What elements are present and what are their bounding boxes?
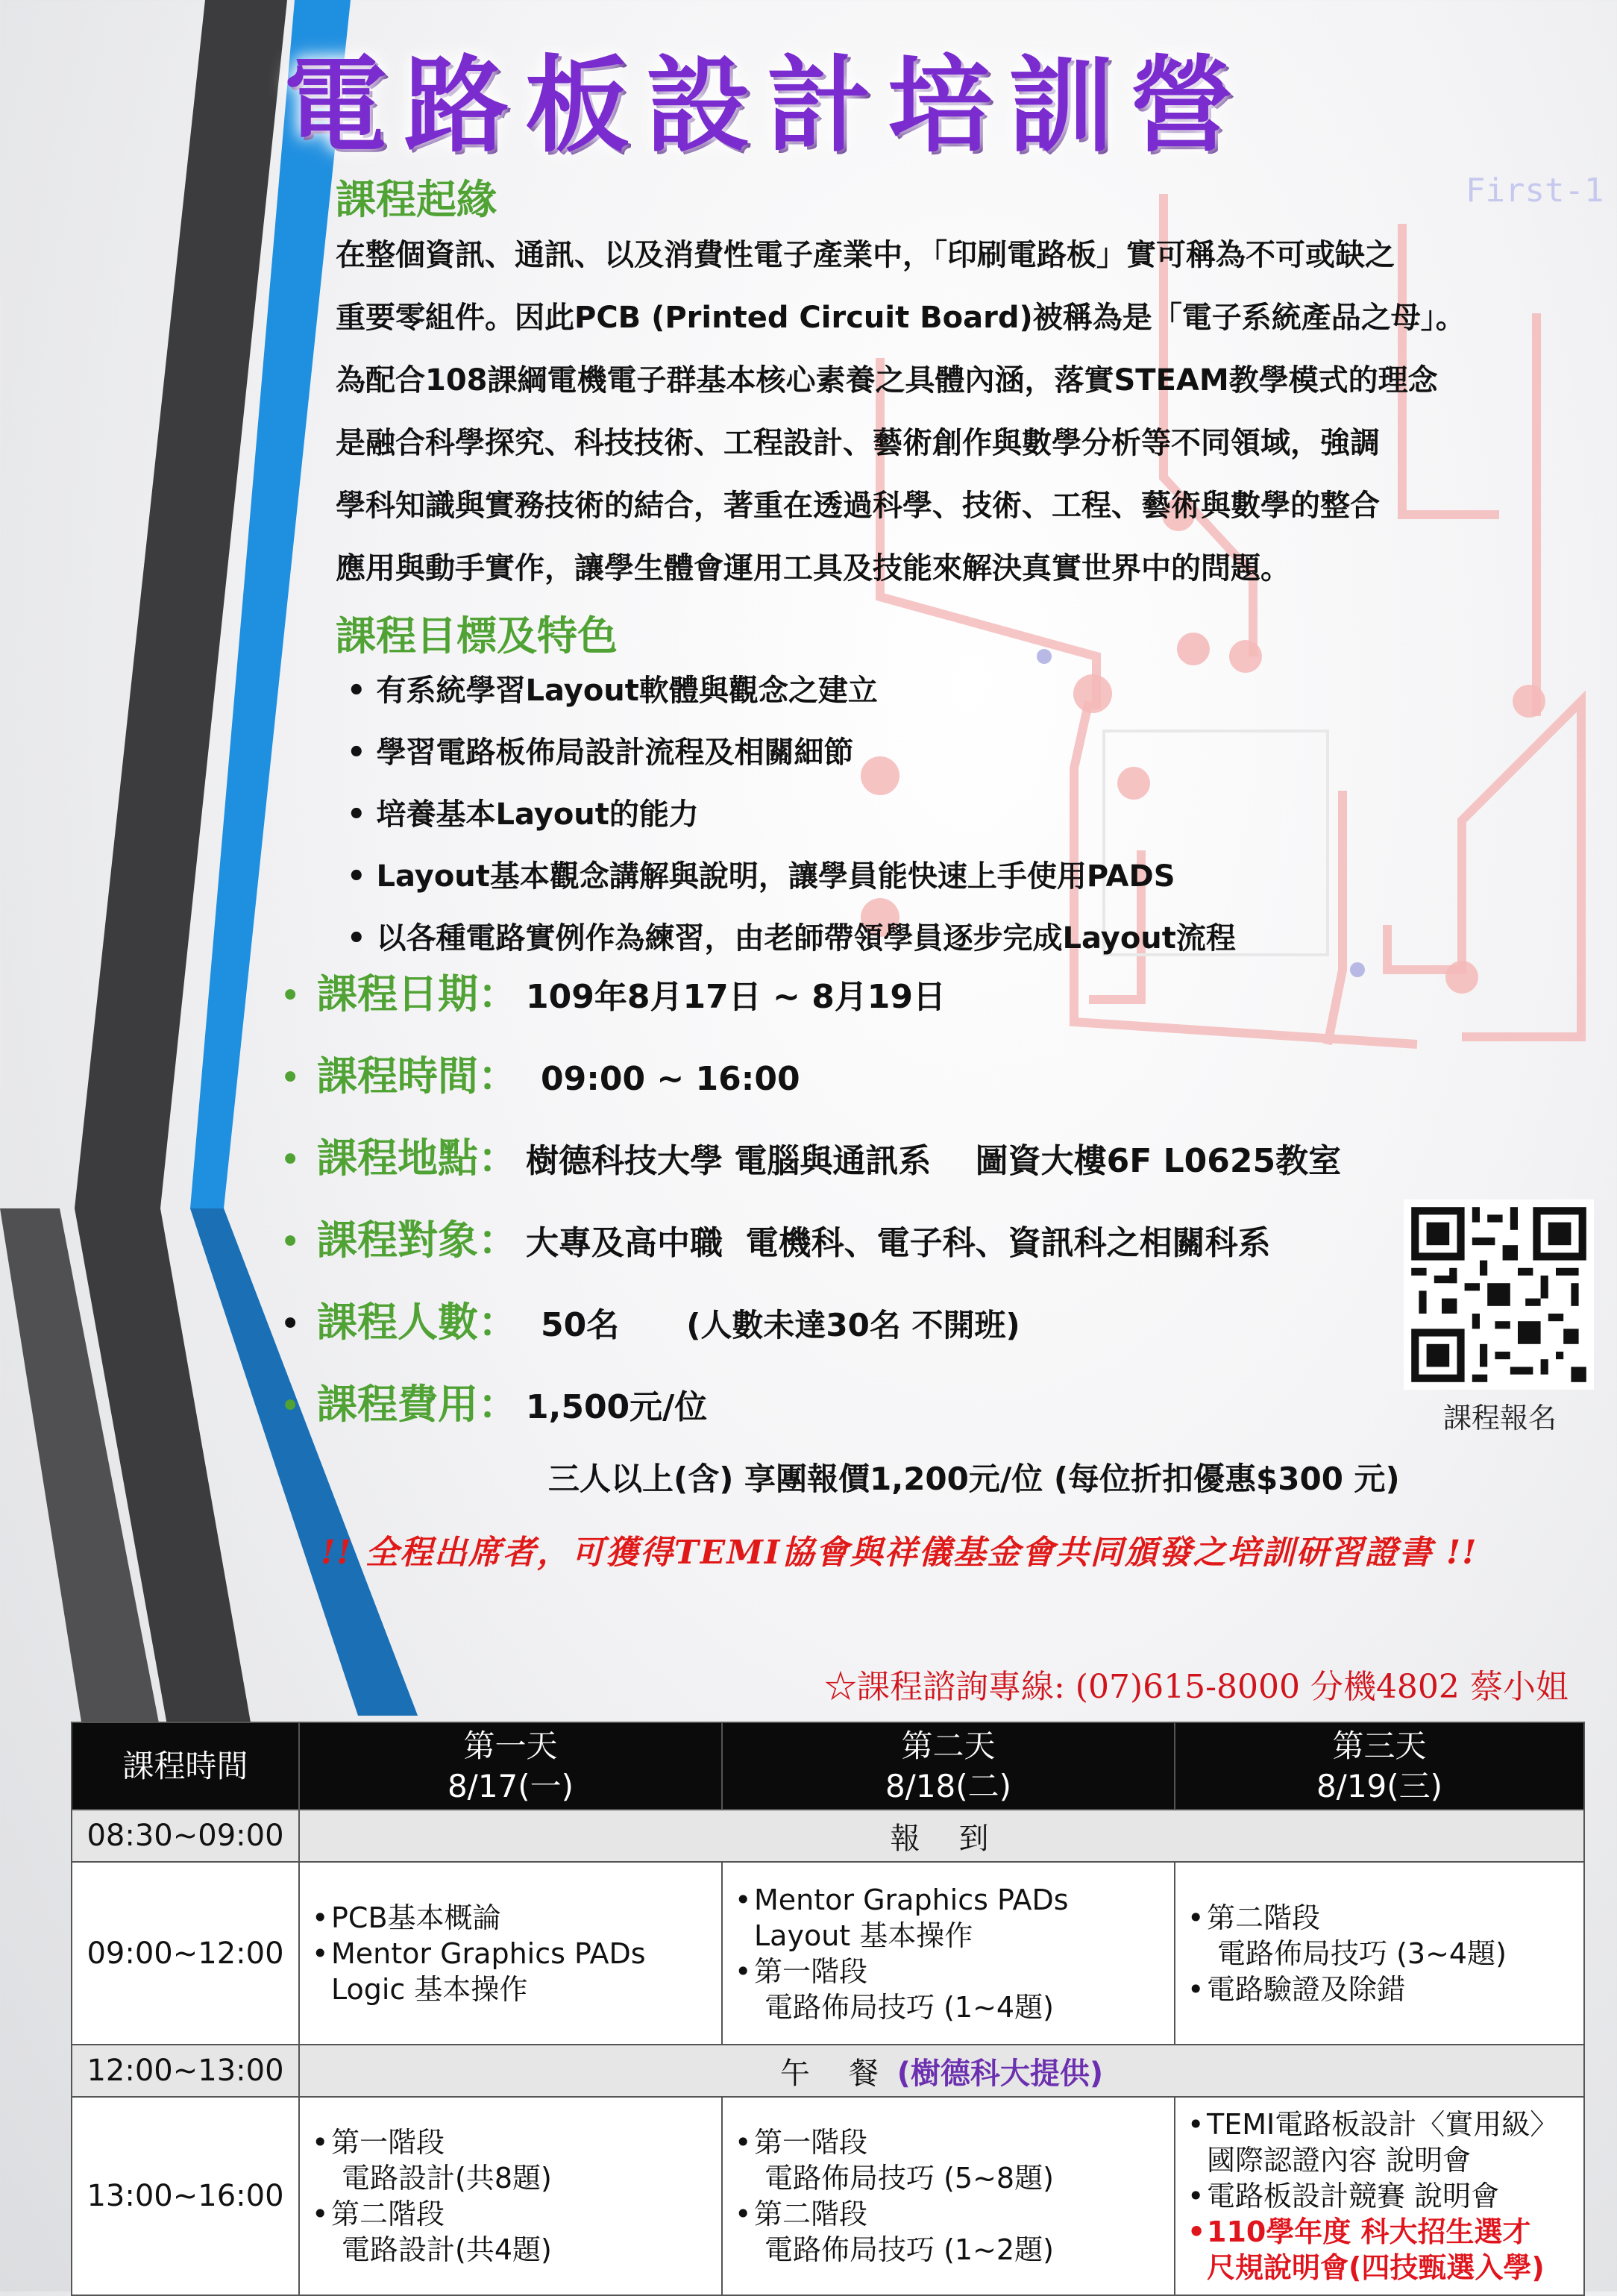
schedule-table [71,1722,1585,2296]
afternoon-day1: • 第一階段 電路設計(共8題) • 第二階段 電路設計(共4題) [299,2097,722,2295]
origin-text [336,224,1589,600]
morning-day1: • PCB基本概論 • Mentor Graphics PADs Logic 基本操作 [299,1862,722,2045]
origin-section [336,168,497,225]
afternoon-day2: • 第一階段 電路佈局技巧 (5~8題) • 第二階段 電路佈局技巧 (1~2題) [722,2097,1175,2295]
goals-heading: 課程目標及特色 [336,612,618,659]
morning-day3: • 第二階段 電路佈局技巧 (3~4題) • 電路驗證及除錯 [1175,1862,1584,2045]
info-count: • 課程人數： 50名 (人數未達30名 不開班) [280,1299,1020,1346]
qr-label: 課程報名 [1443,1402,1557,1434]
watermark: First-1 [1466,172,1604,210]
row-time: 13:00~16:00 [72,2097,299,2295]
info-fee-group: 三人以上(含) 享團報價1,200元/位 (每位折扣優惠$300 元) [548,1461,1400,1497]
header-time: 課程時間 [72,1722,299,1810]
goals-list [347,660,1236,970]
info-time: • 課程時間： 09:00 ~ 16:00 [280,1053,800,1100]
info-target: • 課程對象： 大專及高中職 電機科、電子科、資訊科之相關科系 [280,1217,1271,1264]
info-date: • 課程日期： 109年8月17日 ~ 8月19日 [280,970,946,1017]
origin-heading: 課程起緣 [336,176,497,223]
origin-line: 應用與動手實作，讓學生體會運用工具及技能來解決真實世界中的問題。 [336,551,1290,586]
origin-line: 重要零組件。因此PCB (Printed Circuit Board)被稱為是「電子系統產品之母」。 [336,301,1466,335]
header-day3: 第三天 8/19(三) [1175,1722,1584,1810]
page-title: 電路板設計培訓營 [283,45,1251,167]
header-day2: 第二天 8/18(二) [722,1722,1175,1810]
table-row [72,2097,1584,2295]
schedule-header-row [72,1722,1584,1810]
info-fee: • 課程費用： 1,500元/位 [280,1381,708,1428]
goal-item: • 學習電路板佈局設計流程及相關細節 [347,735,854,770]
origin-line: 是融合科學探究、科技技術、工程設計、藝術創作與數學分析等不同領域，強調 [336,426,1380,460]
qr-code-icon [1404,1199,1594,1390]
row-time: 12:00~13:00 [72,2045,299,2097]
goal-item: • Layout基本觀念講解與說明，讓學員能快速上手使用PADS [347,859,1175,894]
inquiry-hotline: ☆課程諮詢專線: (07)615-8000 分機4802 蔡小姐 [824,1668,1569,1706]
goal-item: • 培養基本Layout的能力 [347,797,699,832]
checkin-cell: 報 到 [299,1810,1584,1862]
afternoon-day3: • TEMI電路板設計〈實用級〉 國際認證內容 說明會 • 電路板設計競賽 說明會 • 110學年度 科大招生選才 尺規說明會(四技甄選入學) [1175,2097,1584,2295]
goal-item: • 以各種電路實例作為練習，由老師帶領學員逐步完成Layout流程 [347,921,1236,956]
certificate-notice: !! 全程出席者，可獲得TEMI協會與祥儀基金會共同頒發之培訓研習證書 !! [321,1534,1478,1572]
morning-day2: • Mentor Graphics PADs Layout 基本操作 • 第一階段 電路佈局技巧 (1~4題) [722,1862,1175,2045]
table-row [72,1862,1584,2045]
origin-line: 在整個資訊、通訊、以及消費性電子產業中，「印刷電路板」實可稱為不可或缺之 [336,238,1395,272]
table-row [72,2045,1584,2097]
registration-qr-code[interactable] [1404,1199,1594,1390]
info-place: • 課程地點： 樹德科技大學 電腦與通訊系 圖資大樓6F L0625教室 [280,1135,1342,1182]
header-day1: 第一天 8/17(一) [299,1722,722,1810]
goals-section [336,604,618,662]
table-row [72,1810,1584,1862]
origin-line: 學科知識與實務技術的結合，著重在透過科學、技術、工程、藝術與數學的整合 [336,489,1380,523]
row-time: 09:00~12:00 [72,1862,299,2045]
origin-line: 為配合108課綱電機電子群基本核心素養之具體內涵，落實STEAM教學模式的理念 [336,363,1438,398]
goal-item: • 有系統學習Layout軟體與觀念之建立 [347,674,878,708]
row-time: 08:30~09:00 [72,1810,299,1862]
lunch-cell: 午 餐 (樹德科大提供) [299,2045,1584,2097]
